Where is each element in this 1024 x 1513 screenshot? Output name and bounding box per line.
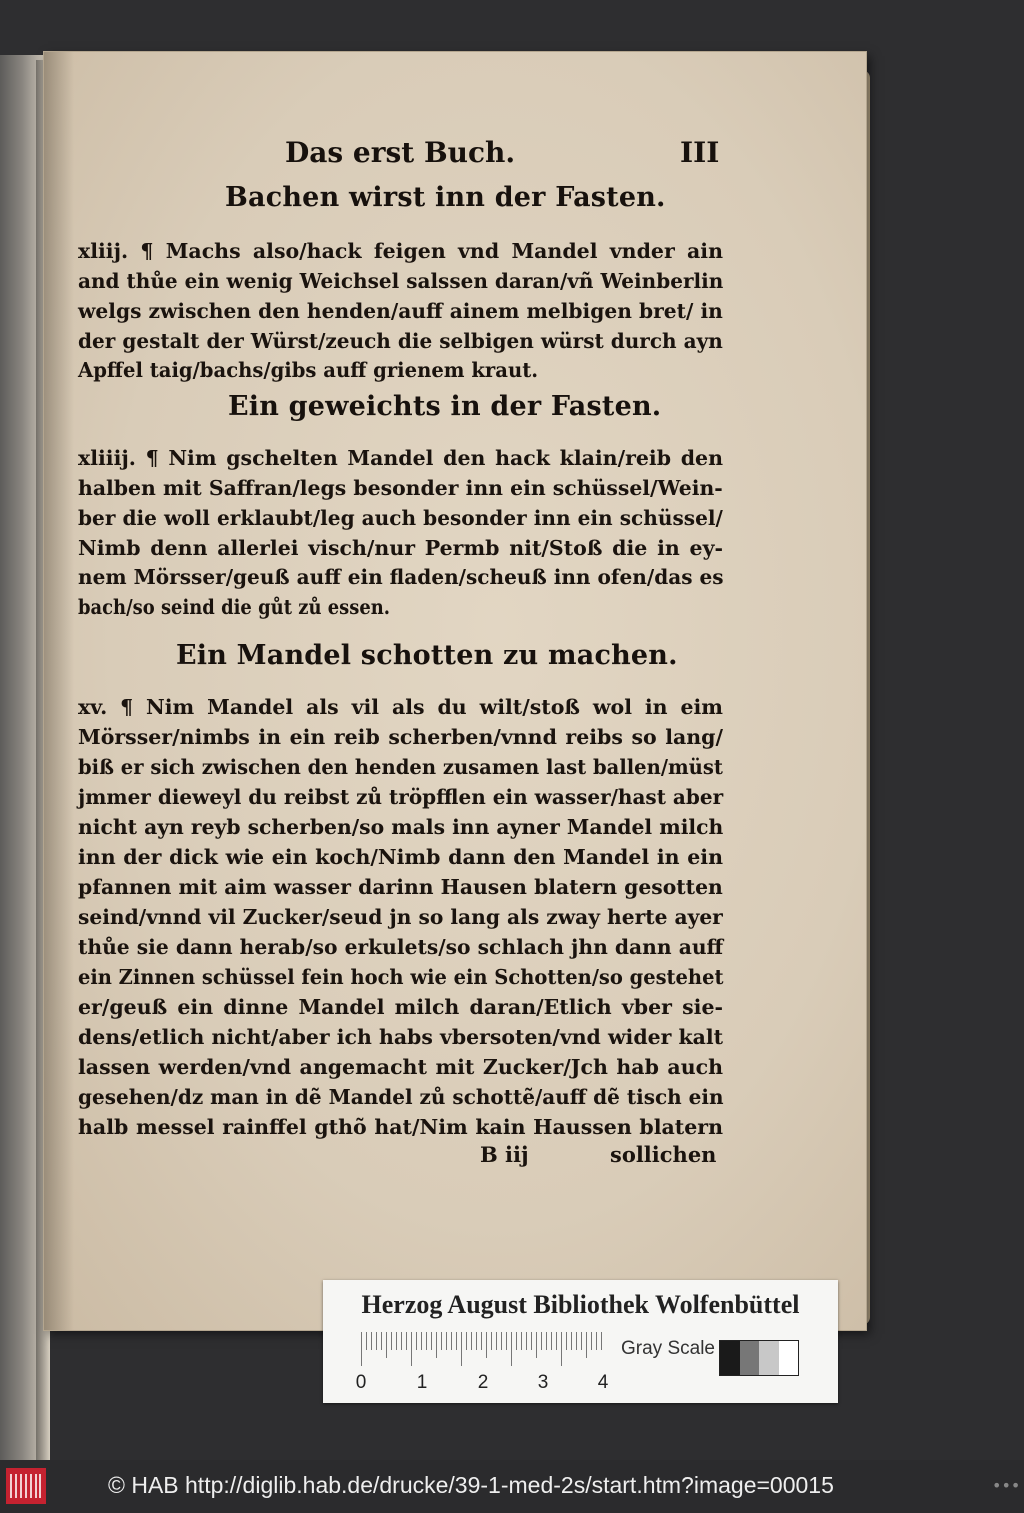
ruler-tick: [446, 1332, 447, 1350]
text-line: Apffel taig/bachs/gibs auff grienem kraut.: [78, 358, 539, 382]
ruler-number: 2: [477, 1372, 489, 1393]
text-line: ber die woll erklaubt/leg auch besonder inn ein schüssel/: [78, 506, 723, 530]
section-heading: Bachen wirst inn der Fasten.: [225, 182, 666, 213]
signature-mark: B iij: [480, 1142, 529, 1167]
gray-swatch: [779, 1341, 799, 1375]
text-line: biß er sich zwischen den henden zusamen last ballen/müst: [78, 755, 723, 779]
text-line: xliiij. ¶ Nim gschelten Mandel den hack klain/reib den: [78, 446, 723, 470]
ruler-tick: [506, 1332, 507, 1350]
text-line: Nimb denn allerlei visch/nur Permb nit/Stoß die in ey-: [78, 536, 723, 560]
gray-swatch: [740, 1341, 760, 1375]
ruler-tick: [396, 1332, 397, 1350]
text-line: and thůe ein wenig Weichsel salssen daran/vñ Weinberlin: [78, 269, 724, 293]
text-line: halben mit Saffran/legs besonder inn ein schüssel/Wein-: [78, 476, 723, 500]
text-line: nicht ayn reyb scherben/so mals inn ayner Mandel milch: [78, 815, 724, 839]
ruler-tick: [401, 1332, 402, 1350]
measurement-ruler: [353, 1332, 615, 1370]
text-line: pfannen mit aim wasser darinn Hausen blatern gesotten: [78, 875, 723, 899]
ruler-tick: [376, 1332, 377, 1350]
text-line: jmmer dieweyl du reibst zů tröpfflen ein wasser/hast aber: [78, 785, 724, 809]
ruler-tick: [466, 1332, 467, 1350]
page-gutter: [44, 52, 74, 1330]
ruler-tick: [416, 1332, 417, 1350]
ruler-number: 4: [597, 1372, 609, 1393]
copyright-url[interactable]: © HAB http://diglib.hab.de/drucke/39-1-med-2s/start.htm?image=00015: [108, 1472, 834, 1498]
ruler-tick: [586, 1332, 587, 1358]
ruler-tick: [476, 1332, 477, 1350]
ruler-tick: [486, 1332, 487, 1358]
ruler-tick: [381, 1332, 382, 1350]
ruler-tick: [371, 1332, 372, 1350]
ruler-tick: [601, 1332, 602, 1350]
ruler-tick: [441, 1332, 442, 1350]
running-head: Das erst Buch.: [285, 136, 516, 169]
folio-number: III: [680, 136, 720, 169]
text-line: bach/so seind die gůt zů essen.: [78, 595, 391, 619]
text-line: er/geuß ein dinne Mandel milch daran/Etlich vber sie-: [78, 995, 723, 1019]
ruler-tick: [536, 1332, 537, 1358]
text-line: inn der dick wie ein koch/Nimb dann den Mandel in ein: [78, 845, 723, 869]
ruler-tick: [581, 1332, 582, 1350]
text-line: nem Mörsser/geuß auff ein fladen/scheuß inn ofen/das es: [78, 565, 724, 589]
ruler-tick: [496, 1332, 497, 1350]
gray-scale-swatches: [719, 1340, 799, 1376]
library-name: Herzog August Bibliothek Wolfenbüttel: [361, 1290, 800, 1319]
ruler-tick: [361, 1332, 362, 1366]
ruler-tick: [481, 1332, 482, 1350]
text-line: thůe sie dann herab/so erkulets/so schlach jhn dann auff: [78, 935, 724, 959]
text-line: ein Zinnen schüssel fein hoch wie ein Schotten/so gestehet: [78, 965, 724, 989]
text-line: xv. ¶ Nim Mandel als vil als du wilt/stoß wol in eim: [78, 695, 723, 719]
viewer-footer: [0, 1460, 1024, 1513]
text-line: der gestalt der Würst/zeuch die selbigen würst durch ayn: [78, 329, 723, 353]
ruler-tick: [526, 1332, 527, 1350]
more-icon[interactable]: •••: [992, 1476, 1021, 1495]
section-heading: Ein geweichts in der Fasten.: [228, 391, 662, 422]
ruler-tick: [551, 1332, 552, 1350]
ruler-number: 1: [416, 1372, 428, 1393]
gray-scale-label: Gray Scale: [621, 1338, 715, 1359]
ruler-tick: [566, 1332, 567, 1350]
ruler-tick: [456, 1332, 457, 1350]
hab-logo-icon: [6, 1468, 46, 1504]
text-line: Mörsser/nimbs in ein reib scherben/vnnd reibs so lang/: [78, 725, 723, 749]
ruler-tick: [406, 1332, 407, 1350]
ruler-tick: [366, 1332, 367, 1350]
ruler-number: 0: [355, 1372, 367, 1393]
library-label: [323, 1280, 838, 1403]
ruler-tick: [561, 1332, 562, 1366]
ruler-tick: [556, 1332, 557, 1350]
ruler-number: 3: [537, 1372, 549, 1393]
text-line: dens/etlich nicht/aber ich habs vbersoten/vnd wider kalt: [78, 1025, 724, 1049]
ruler-tick: [511, 1332, 512, 1366]
ruler-tick: [386, 1332, 387, 1358]
text-line: halb messel rainffel gthõ hat/Nim kain Haussen blatern: [78, 1115, 723, 1139]
text-line: xliij. ¶ Machs also/hack feigen vnd Mandel vnder ain: [78, 239, 723, 263]
ruler-tick: [501, 1332, 502, 1350]
text-line: gesehen/dz man in dẽ Mandel zů schottẽ/auff dẽ tisch ein: [78, 1085, 724, 1109]
section-heading: Ein Mandel schotten zu machen.: [176, 640, 678, 671]
text-line: welgs zwischen den henden/auff ainem melbigen bret/ in: [78, 299, 723, 323]
ruler-tick: [451, 1332, 452, 1350]
ruler-tick: [591, 1332, 592, 1350]
ruler-tick: [521, 1332, 522, 1350]
ruler-tick: [541, 1332, 542, 1350]
gray-swatch: [720, 1341, 740, 1375]
ruler-tick: [471, 1332, 472, 1350]
ruler-tick: [571, 1332, 572, 1350]
text-line: lassen werden/vnd angemacht mit Zucker/Jch hab auch: [78, 1055, 723, 1079]
ruler-tick: [546, 1332, 547, 1350]
ruler-tick: [411, 1332, 412, 1366]
text-line: seind/vnnd vil Zucker/seud jn so lang als zway herte ayer: [78, 905, 723, 929]
ruler-tick: [516, 1332, 517, 1350]
ruler-tick: [431, 1332, 432, 1350]
ruler-tick: [391, 1332, 392, 1350]
gray-swatch: [759, 1341, 779, 1375]
ruler-tick: [426, 1332, 427, 1350]
ruler-tick: [531, 1332, 532, 1350]
ruler-tick: [461, 1332, 462, 1366]
ruler-tick: [421, 1332, 422, 1350]
ruler-tick: [436, 1332, 437, 1358]
ruler-tick: [576, 1332, 577, 1350]
ruler-tick: [596, 1332, 597, 1350]
ruler-tick: [491, 1332, 492, 1350]
catchword: sollichen: [610, 1142, 717, 1167]
